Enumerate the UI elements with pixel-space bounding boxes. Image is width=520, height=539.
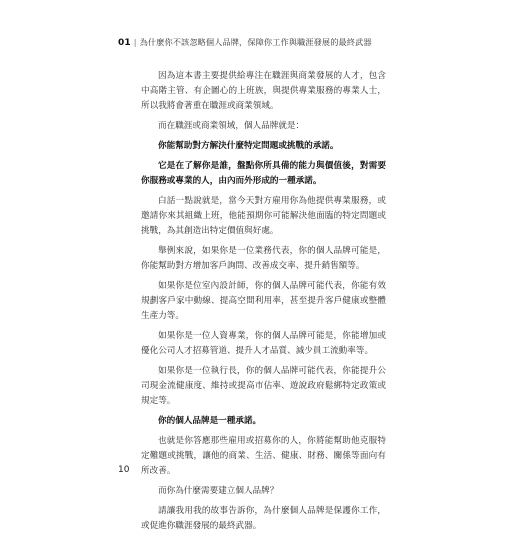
paragraph-story-intro: 請讓我用我的故事告訴你，為什麼個人品牌是保護你工作，或促進你職涯發展的最終武器。 xyxy=(141,506,386,531)
paragraph-brand-promise: 你的個人品牌是一種承諾。 xyxy=(158,416,262,426)
paragraph-example-sales: 舉例來說，如果你是一位業務代表，你的個人品牌可能是，你能幫助對方增加客戶詢問、改善成交率、提升銷售額等。 xyxy=(141,246,386,271)
paragraph-example-designer: 如果你是位室內設計師，你的個人品牌可能代表，你能有效規劃客戶家中動線、提高空間利用率，甚至提升客戶健康或整體生產力等。 xyxy=(141,281,386,321)
running-header xyxy=(118,37,372,48)
paragraph-definition: 你能幫助對方解決什麼特定問題或挑戰的承諾。 xyxy=(158,141,339,151)
paragraph-example-ceo: 如果你是一位執行長，你的個人品牌可能代表，你能提升公司現金流健康度、維持或提高市佔率、遊說政府鬆綁特定政策或規定等。 xyxy=(141,366,386,406)
paragraph-example-hr: 如果你是一位人資專業，你的個人品牌可能是，你能增加或優化公司人才招募管道、提升人才品質、減少員工流動率等。 xyxy=(141,331,386,356)
paragraph-promise-explained: 它是在了解你是誰，盤點你所具備的能力與價值後，對需要你服務或專業的人，由內而外形成的一種承諾。 xyxy=(141,161,386,186)
paragraph-plain-explanation: 白話一點說就是，當今天對方雇用你為他提供專業服務，或邀請你來其組織上班，他能預期你可能解決他面臨的特定問題或挑戰，為其創造出特定價值與好處。 xyxy=(141,196,386,236)
chapter-number: 01 xyxy=(118,38,131,48)
paragraph-promise-detail: 也就是你答應那些雇用或招募你的人，你將能幫助他克服特定難題或挑戰，讓他的商業、生活、健康、財務、關係等面向有所改善。 xyxy=(141,436,386,476)
page-number: 10 xyxy=(118,465,130,475)
body-text xyxy=(141,69,386,539)
chapter-title: 為什麼你不該忽略個人品牌，保障你工作與職涯發展的最終武器 xyxy=(139,37,372,47)
paragraph-question: 而你為什麼需要建立個人品牌？ xyxy=(158,486,279,496)
header-separator: | xyxy=(133,37,137,47)
paragraph-audience: 因為這本書主要提供給專注在職涯與商業發展的人才，包含中高階主管、有企圖心的上班族，與提供專業服務的專業人士，所以我將會著重在職涯或商業領域。 xyxy=(141,71,386,111)
paragraph-definition-intro: 而在職涯或商業領域，個人品牌就是： xyxy=(158,121,305,131)
